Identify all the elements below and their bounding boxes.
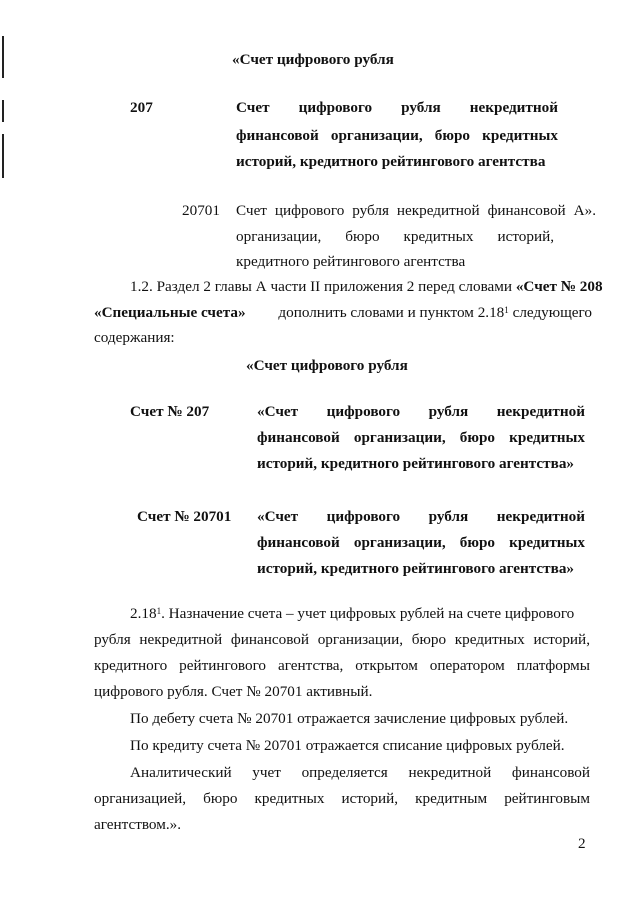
account-207-title-line: Счет цифрового рубля некредитной: [236, 99, 558, 116]
paragraph-2-18-text: . Назначение счета – учет цифровых рублей на счете цифрового: [161, 605, 575, 622]
heading-digital-ruble-account-2: «Счет цифрового рубля: [246, 357, 408, 374]
account-number-207: 207: [130, 99, 153, 116]
paragraph-1-2-rest: [278, 301, 592, 325]
paragraph-1-2-bold-quote: «Специальные счета»: [94, 304, 246, 321]
superscript: 1: [156, 606, 162, 616]
page-number: 2: [578, 835, 586, 852]
paragraph-1-2-rest-text: дополнить словами и пунктом 2.18: [278, 304, 505, 321]
superscript: 1: [504, 305, 509, 315]
account-207-title-line: финансовой организации, бюро кредитных: [236, 127, 558, 144]
account-20701-title-line: Счет цифрового рубля некредитной финансовой А».: [236, 202, 596, 219]
paragraph-2-18-line3: кредитного рейтингового агентства, открытом оператором платформы: [94, 657, 590, 674]
debit-paragraph: По дебету счета № 20701 отражается зачисление цифровых рублей.: [130, 710, 569, 727]
heading-digital-ruble-account: «Счет цифрового рубля: [232, 51, 394, 68]
account-20701-title-line: организации, бюро кредитных историй,: [236, 228, 554, 245]
account-207-title-line: историй, кредитного рейтингового агентства: [236, 153, 546, 170]
paragraph-2-18-line4: цифрового рубля. Счет № 20701 активный.: [94, 683, 373, 700]
paragraph-1-2-text: 1.2. Раздел 2 главы А части II приложения 2 перед словами: [130, 278, 516, 295]
account-20701-desc-line: историй, кредитного рейтингового агентства»: [257, 560, 575, 577]
paragraph-1-2-line2: [94, 301, 592, 325]
analytic-line1: Аналитический учет определяется некредитной финансовой: [130, 764, 590, 781]
account-label-20701: Счет № 20701: [137, 508, 232, 525]
paragraph-2-18-line2: рубля некредитной финансовой организации, бюро кредитных историй,: [94, 631, 590, 648]
paragraph-1-2-line1: [130, 275, 603, 299]
account-number-20701: 20701: [182, 202, 220, 219]
paragraph-1-2-bold: «Счет № 208: [515, 278, 603, 295]
paragraph-2-18-line1: [130, 602, 590, 626]
credit-paragraph: По кредиту счета № 20701 отражается списание цифровых рублей.: [130, 737, 565, 754]
analytic-line3: агентством.».: [94, 816, 182, 833]
analytic-line2: организацией, бюро кредитных историй, кредитным рейтинговым: [94, 790, 590, 807]
account-207-desc-line: историй, кредитного рейтингового агентства»: [257, 455, 575, 472]
paragraph-2-18-number: 2.18: [130, 605, 157, 622]
account-20701-desc-line: «Счет цифрового рубля некредитной: [257, 508, 585, 525]
margin-mark: [2, 36, 4, 78]
margin-mark: [2, 134, 4, 178]
paragraph-1-2-end-text: следующего: [508, 304, 592, 321]
account-20701-title-line: кредитного рейтингового агентства: [236, 253, 466, 270]
paragraph-1-2-line3: содержания:: [94, 329, 175, 346]
margin-mark: [2, 100, 4, 122]
account-20701-desc-line: финансовой организации, бюро кредитных: [257, 534, 585, 551]
account-207-desc-line: финансовой организации, бюро кредитных: [257, 429, 585, 446]
account-label-207: Счет № 207: [130, 403, 210, 420]
account-207-desc-line: «Счет цифрового рубля некредитной: [257, 403, 585, 420]
